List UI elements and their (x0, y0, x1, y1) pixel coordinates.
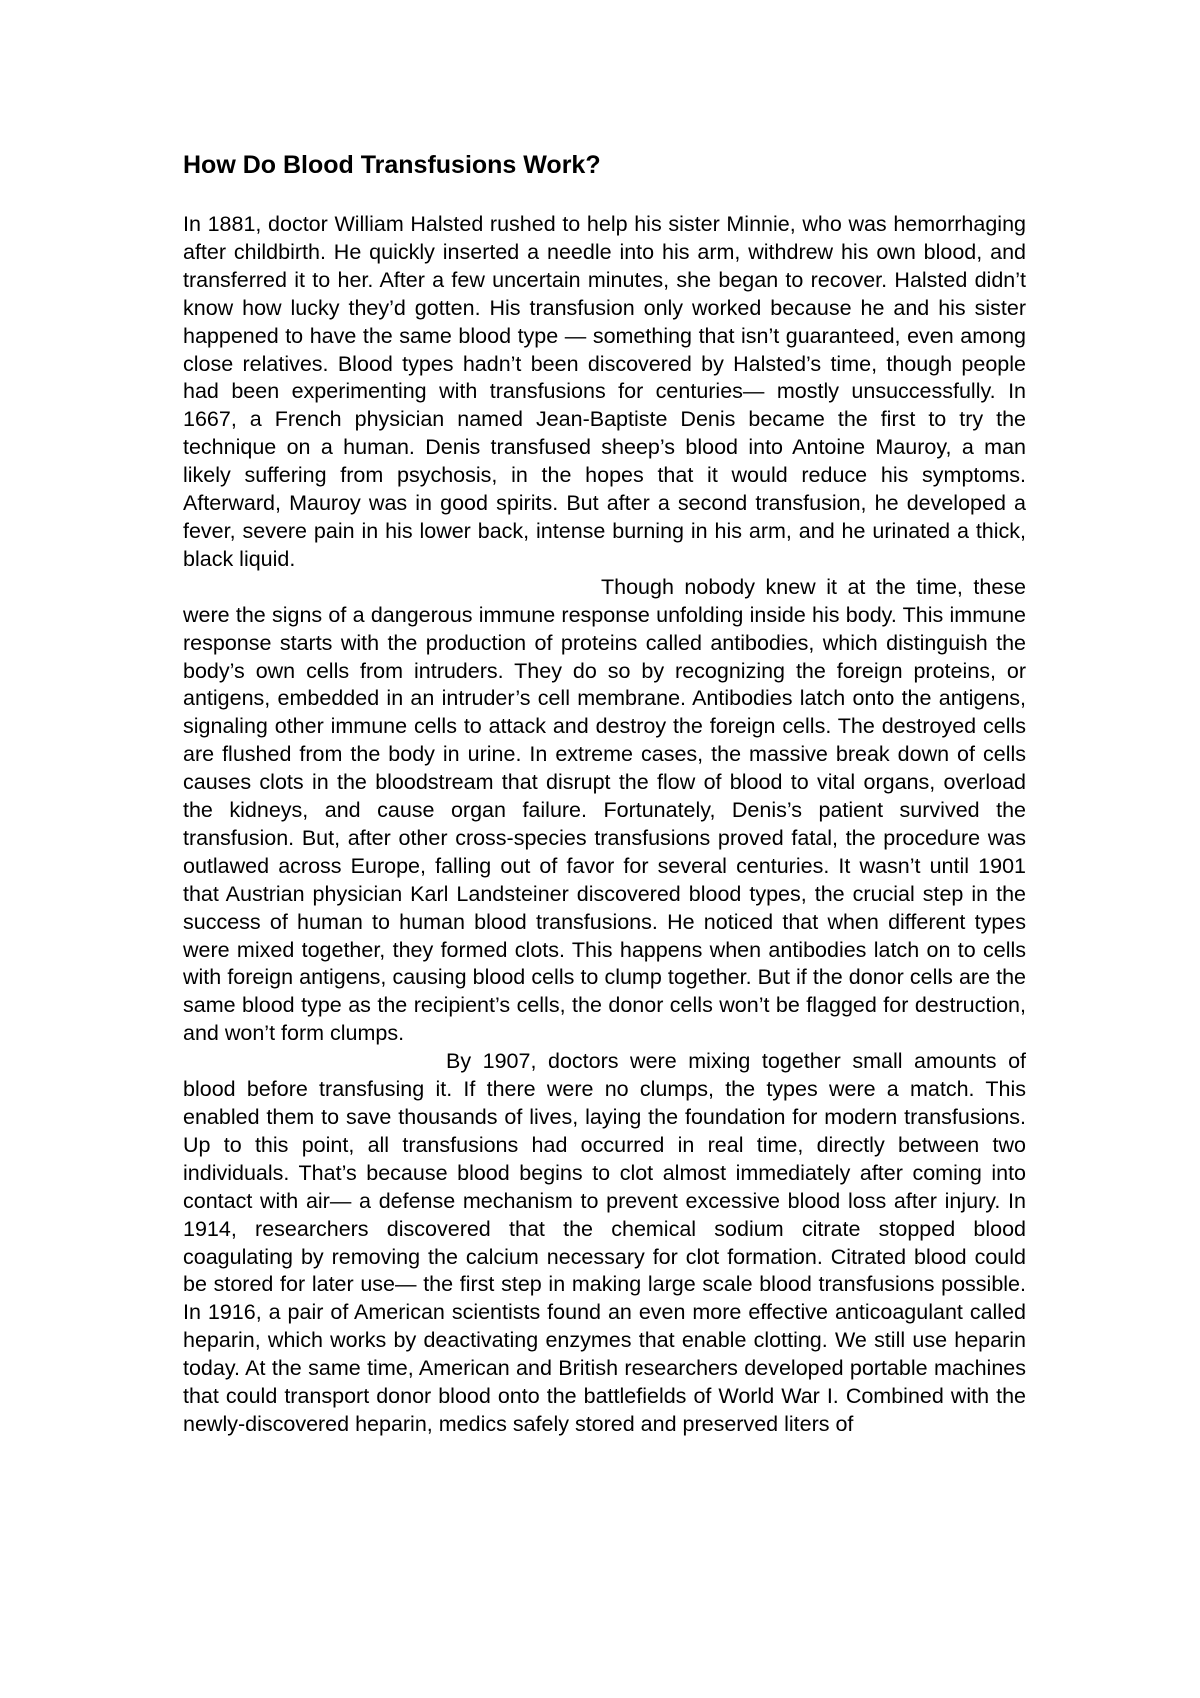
document-title: How Do Blood Transfusions Work? (183, 151, 601, 179)
paragraph-1: In 1881, doctor William Halsted rushed to help his sister Minnie, who was hemorrhaging after childbirth. He quickly inserted a needle into his arm, withdrew his own blood, and transferred it to her. After a few uncertain minutes, she began to recover. Halsted didn’t know how lucky they’d gotten. His transfusion only worked because he and his sister happened to have the same blood type — something that isn’t guaranteed, even among close relatives. Blood types hadn’t been discovered by Halsted’s time, though people had been experimenting with transfusions for centuries— mostly unsuccessfully. In 1667, a French physician named Jean-Baptiste Denis became the first to try the technique on a human. Denis transfused sheep’s blood into Antoine Mauroy, a man likely suffering from psychosis, in the hopes that it would reduce his symptoms. Afterward, Mauroy was in good spirits. But after a second transfusion, he developed a fever, severe pain in his lower back, intense burning in his arm, and he urinated a thick, black liquid. (183, 212, 1026, 571)
paragraph-2: Though nobody knew it at the time, these were the signs of a dangerous immune response unfolding inside his body. This immune response starts with the production of proteins called antibodies, which distinguish the body’s own cells from intruders. They do so by recognizing the foreign proteins, or antigens, embedded in an intruder’s cell membrane. Antibodies latch onto the antigens, signaling other immune cells to attack and destroy the foreign cells. The destroyed cells are flushed from the body in urine. In extreme cases, the massive break down of cells causes clots in the bloodstream that disrupt the flow of blood to vital organs, overload the kidneys, and cause organ failure. Fortunately, Denis’s patient survived the transfusion. But, after other cross-species transfusions proved fatal, the procedure was outlawed across Europe, falling out of favor for several centuries. It wasn’t until 1901 that Austrian physician Karl Landsteiner discovered blood types, the crucial step in the success of human to human blood transfusions. He noticed that when different types were mixed together, they formed clots. This happens when antibodies latch on to cells with foreign antigens, causing blood cells to clump together. But if the donor cells are the same blood type as the recipient’s cells, the donor cells won’t be flagged for destruction, and won’t form clumps. (183, 574, 1026, 1046)
paragraph-3: By 1907, doctors were mixing together small amounts of blood before transfusing it. If there were no clumps, the types were a match. This enabled them to save thousands of lives, laying the foundation for modern transfusions. Up to this point, all transfusions had occurred in real time, directly between two individuals. That’s because blood begins to clot almost immediately after coming into contact with air— a defense mechanism to prevent excessive blood loss after injury. In 1914, researchers discovered that the chemical sodium citrate stopped blood coagulating by removing the calcium necessary for clot formation. Citrated blood could be stored for later use— the first step in making large scale blood transfusions possible. In 1916, a pair of American scientists found an even more effective anticoagulant called heparin, which works by deactivating enzymes that enable clotting. We still use heparin today. At the same time, American and British researchers developed portable machines that could transport donor blood onto the battlefields of World War I. Combined with the newly-discovered heparin, medics safely stored and preserved liters of (183, 1049, 1026, 1436)
document-body (183, 211, 1026, 1439)
